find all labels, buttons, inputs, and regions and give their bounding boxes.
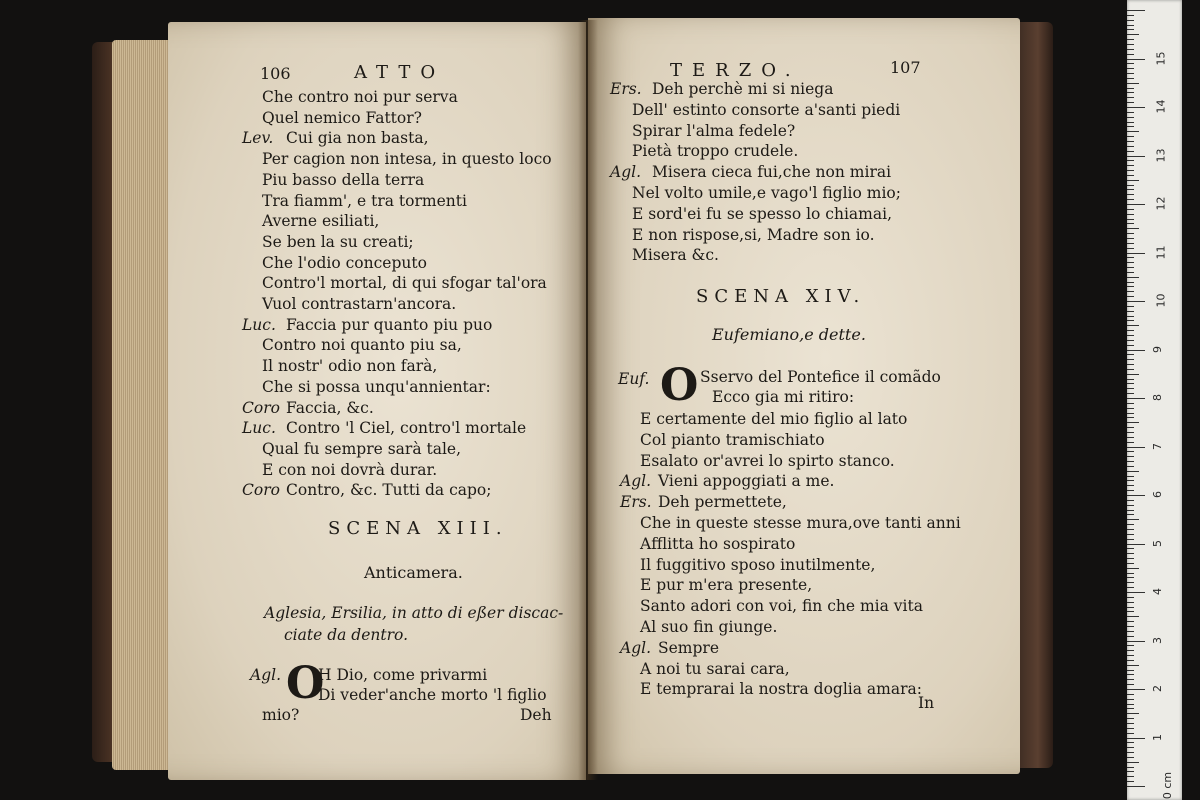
verse-line: Se ben la su creati; [262,232,414,251]
ruler-tick [1127,364,1134,365]
ruler-tick [1127,684,1134,685]
ruler-tick [1127,340,1134,341]
ruler-tick [1127,713,1139,714]
ruler-tick [1127,476,1134,477]
verse-line: Cui gia non basta, [286,129,429,148]
ruler-tick [1127,534,1134,535]
ruler-tick [1127,689,1145,690]
ruler-tick [1127,335,1134,336]
ruler-tick [1127,59,1145,60]
verse-line: Misera &c. [632,246,719,265]
verse-line: Esalato or'avrei lo spirto stanco. [640,451,895,470]
verse-line: Deh perchè mi si niega [652,80,834,98]
ruler-tick [1127,699,1134,700]
ruler-tick [1127,146,1134,147]
ruler-tick [1127,704,1134,705]
ruler-label: 12 [1154,196,1168,211]
ruler-tick [1127,718,1134,719]
ruler-tick [1127,447,1145,448]
ruler-tick [1127,524,1134,525]
ruler-tick [1127,762,1139,763]
ruler-tick [1127,408,1134,409]
ruler-label: 3 [1151,636,1164,644]
speaker-label: Euf. [618,370,650,388]
ruler-tick [1127,442,1134,443]
ruler-tick [1127,88,1134,89]
verse-line: Che contro noi pur serva [262,88,458,106]
ruler-tick [1127,563,1134,564]
ruler-tick [1127,398,1145,399]
verse-line: Spirar l'alma fedele? [632,121,796,140]
ruler-tick [1127,383,1134,384]
ruler-tick [1127,388,1134,389]
ruler-tick [1127,126,1134,127]
ruler-tick [1127,456,1134,457]
ruler-tick [1127,641,1145,642]
ruler-label: 6 [1151,491,1164,498]
ruler-label: 10 [1154,293,1168,308]
catchword: Deh [520,706,552,724]
ruler-tick [1127,267,1134,268]
ruler-tick [1127,15,1134,16]
left-running-header: ATTO [354,62,446,83]
ruler-tick [1127,437,1134,438]
ruler-tick [1127,417,1134,418]
ruler-tick [1127,311,1134,312]
ruler-label: 8 [1151,394,1164,401]
ruler-tick [1127,374,1139,375]
ruler-tick [1127,170,1134,171]
verse-line: Averne esiliati, [262,212,380,231]
ruler-label: 2 [1151,685,1164,692]
ruler-tick [1127,83,1139,84]
verse-line: Deh permettete, [658,493,787,512]
ruler-tick [1127,306,1134,307]
ruler-tick [1127,345,1134,346]
verse-line: A noi tu sarai cara, [640,659,790,678]
speaker-label: Lev. [242,129,274,148]
ruler-tick [1127,733,1134,734]
catchword: In [918,694,935,712]
ruler-tick [1127,330,1134,331]
ruler-tick [1127,500,1134,501]
ruler-tick [1127,233,1134,234]
ruler-tick [1127,199,1134,200]
page-edges [112,40,172,770]
ruler-tick [1127,214,1134,215]
ruler-tick [1127,204,1145,205]
verse-line: H Dio, come privarmi [318,666,488,684]
ruler-tick [1127,151,1134,152]
ruler-tick [1127,413,1134,414]
ruler-tick [1127,272,1134,273]
ruler-tick [1127,107,1145,108]
stage-direction-line-2: ciate da dentro. [284,626,408,644]
ruler-tick [1127,63,1134,64]
ruler-tick [1127,301,1145,302]
speaker-label: Agl. [250,666,281,684]
ruler-tick [1127,160,1134,161]
ruler-tick [1127,243,1134,244]
ruler-tick [1127,636,1134,637]
ruler-tick [1127,209,1134,210]
verse-line: mio? [262,706,300,724]
ruler-tick [1127,728,1134,729]
ruler-tick [1127,480,1134,481]
verse-line: Quel nemico Fattor? [262,108,422,127]
ruler-tick [1127,742,1134,743]
verse-line: Piu basso della terra [262,170,425,189]
ruler-label: 7 [1151,442,1164,450]
ruler-tick [1127,665,1139,666]
speaker-label: Agl. [620,638,651,657]
ruler-tick [1127,529,1134,530]
ruler-tick [1127,20,1134,21]
ruler-tick [1127,44,1134,45]
speaker-label: Coro [242,398,280,417]
ruler-label: 14 [1154,99,1168,114]
ruler-tick [1127,350,1145,351]
ruler-tick [1127,781,1134,782]
ruler-tick [1127,131,1139,132]
ruler-tick [1127,544,1145,545]
ruler-label: 0 cm [1161,771,1175,800]
ruler-tick [1127,548,1134,549]
speaker-label: Luc. [242,315,276,334]
verse-line: E non rispose,si, Madre son io. [632,225,875,244]
ruler-tick [1127,122,1134,123]
ruler-tick [1127,34,1139,35]
ruler-tick [1127,587,1134,588]
ruler-tick [1127,495,1145,496]
ruler-tick [1127,316,1134,317]
ruler-tick [1127,29,1134,30]
ruler-label: 1 [1151,733,1164,741]
ruler-tick [1127,752,1134,753]
ruler-tick [1127,738,1145,739]
left-page-number: 106 [260,64,291,83]
verse-line: Il fuggitivo sposo inutilmente, [640,555,876,574]
right-running-header: TERZO. [670,60,801,81]
verse-line: Pietà troppo crudele. [632,142,799,161]
speaker-label: Agl. [610,163,641,182]
ruler-tick [1127,102,1134,103]
ruler-tick [1127,194,1134,195]
ruler-tick [1127,514,1134,515]
ruler-tick [1127,238,1134,239]
ruler-tick [1127,286,1134,287]
left-page [168,22,586,780]
ruler-tick [1127,117,1134,118]
ruler-tick [1127,650,1134,651]
verse-line: E pur m'era presente, [640,576,813,595]
ruler-tick [1127,156,1145,157]
verse-line: Afflitta ho sospirato [640,534,796,553]
verse-line: Ecco gia mi ritiro: [712,388,855,406]
ruler-tick [1127,359,1134,360]
ruler-tick [1127,97,1134,98]
ruler-label: 13 [1154,148,1168,162]
scene-xiii-setting: Anticamera. [364,563,463,582]
scene-xiii-title: SCENA XIII. [328,518,508,539]
ruler-tick [1127,558,1134,559]
ruler-tick [1127,54,1134,55]
drop-cap: O [660,360,699,411]
ruler-tick [1127,776,1134,777]
ruler-tick [1127,325,1139,326]
verse-line: Che si possa unqu'annientar: [262,377,491,396]
ruler-tick [1127,369,1134,370]
ruler-tick [1127,10,1145,11]
verse-line: Tra fiamm', e tra tormenti [262,191,467,210]
ruler-tick [1127,185,1134,186]
ruler-tick [1127,248,1134,249]
ruler-tick [1127,228,1139,229]
stage-direction-line-1: Aglesia, Ersilia, in atto di eßer discac- [264,604,564,622]
right-page [588,18,1020,774]
book-cover-right [1015,22,1053,768]
verse-line: E certamente del mio figlio al lato [640,410,908,428]
ruler-tick [1127,747,1134,748]
ruler-tick [1127,597,1134,598]
ruler-tick [1127,73,1134,74]
ruler-tick [1127,655,1134,656]
ruler-tick [1127,645,1134,646]
ruler-tick [1127,253,1145,254]
ruler-tick [1127,674,1134,675]
ruler-tick [1127,607,1134,608]
speaker-label: Luc. [242,419,276,438]
ruler-tick [1127,277,1139,278]
ruler-tick [1127,490,1134,491]
ruler-tick [1127,505,1134,506]
verse-line: Faccia, &c. [286,398,374,417]
ruler-tick [1127,553,1134,554]
book-gutter [578,20,598,780]
ruler-tick [1127,723,1134,724]
drop-cap: O [286,658,325,709]
ruler-tick [1127,660,1134,661]
ruler-tick [1127,112,1134,113]
ruler-label: 11 [1154,245,1168,259]
ruler-label: 15 [1154,51,1168,65]
ruler-tick [1127,39,1134,40]
ruler-tick [1127,180,1139,181]
ruler-tick [1127,296,1134,297]
verse-line: Sservo del Pontefice il comãdo [700,368,941,386]
verse-line: Faccia pur quanto piu puo [286,315,493,334]
verse-line: Nel volto umile,e vago'l figlio mio; [632,184,901,202]
verse-line: Col pianto tramischiato [640,430,825,449]
speaker-label: Coro [242,481,280,500]
ruler-label: 9 [1151,345,1164,353]
ruler-tick [1127,573,1134,574]
ruler-tick [1127,427,1134,428]
ruler-tick [1127,136,1134,137]
ruler-tick [1127,771,1134,772]
verse-line: Misera cieca fui,che non mirai [652,163,892,182]
scene-xiv-title: SCENA XIV. [696,286,866,307]
ruler-tick [1127,582,1134,583]
ruler-label: 5 [1151,539,1164,547]
verse-line: Sempre [658,638,719,657]
ruler-tick [1127,320,1134,321]
ruler-tick [1127,471,1139,472]
ruler-tick [1127,175,1134,176]
ruler-tick [1127,68,1134,69]
speaker-label: Ers. [620,493,652,512]
ruler-tick [1127,568,1139,569]
ruler-tick [1127,485,1134,486]
verse-line: E con noi dovrà durar. [262,460,438,479]
ruler-tick [1127,539,1134,540]
ruler-tick [1127,165,1134,166]
ruler-tick [1127,25,1134,26]
ruler-tick [1127,379,1134,380]
ruler-tick [1127,223,1134,224]
ruler-tick [1127,621,1134,622]
ruler-tick [1127,219,1134,220]
verse-line: Santo adori con voi, fin che mia vita [640,597,923,616]
verse-line: Contro'l mortal, di qui sfogar tal'ora [262,274,547,293]
ruler-tick [1127,189,1134,190]
ruler-tick [1127,694,1134,695]
verse-line: Vieni appoggiati a me. [658,472,835,491]
ruler-tick [1127,422,1139,423]
ruler-tick [1127,354,1134,355]
ruler-tick [1127,262,1134,263]
ruler-tick [1127,282,1134,283]
verse-line: Il nostr' odio non farà, [262,357,438,376]
measuring-ruler [1127,0,1182,800]
verse-line: Qual fu sempre sarà tale, [262,439,462,458]
verse-line: Di veder'anche morto 'l figlio [318,686,547,704]
ruler-tick [1127,141,1134,142]
ruler-tick [1127,403,1134,404]
ruler-tick [1127,616,1139,617]
right-page-number: 107 [890,58,921,77]
ruler-tick [1127,461,1134,462]
ruler-tick [1127,432,1134,433]
ruler-tick [1127,679,1134,680]
ruler-tick [1127,611,1134,612]
scene-xiv-setting: Eufemiano,e dette. [712,325,866,344]
ruler-tick [1127,49,1134,50]
speaker-label: Agl. [620,472,651,491]
ruler-tick [1127,451,1134,452]
ruler-tick [1127,577,1134,578]
verse-line: Per cagion non intesa, in questo loco [262,150,552,169]
verse-line: Dell' estinto consorte a'santi piedi [632,100,901,119]
ruler-tick [1127,602,1134,603]
ruler-tick [1127,257,1134,258]
verse-line: Che in queste stesse mura,ove tanti anni [640,514,961,532]
verse-line: Contro noi quanto piu sa, [262,336,462,355]
ruler-tick [1127,786,1145,787]
verse-line: E sord'ei fu se spesso lo chiamai, [632,204,892,223]
verse-line: Vuol contrastarn'ancora. [262,295,457,313]
ruler-tick [1127,510,1134,511]
verse-line: Che l'odio conceputo [262,253,427,272]
ruler-tick [1127,78,1134,79]
ruler-tick [1127,466,1134,467]
verse-line: E temprarai la nostra doglia amara: [640,680,922,699]
ruler-tick [1127,393,1134,394]
verse-line: Al suo fin giunge. [640,618,778,636]
ruler-tick [1127,670,1134,671]
ruler-tick [1127,519,1139,520]
ruler-tick [1127,708,1134,709]
ruler-tick [1127,92,1134,93]
speaker-label: Ers. [610,80,642,98]
ruler-label: 4 [1151,588,1164,595]
ruler-tick [1127,592,1145,593]
ruler-tick [1127,291,1134,292]
ruler-tick [1127,767,1134,768]
ruler-tick [1127,626,1134,627]
verse-line: Contro, &c. Tutti da capo; [286,481,492,500]
ruler-tick [1127,757,1134,758]
verse-line: Contro 'l Ciel, contro'l mortale [286,419,527,438]
ruler-tick [1127,631,1134,632]
